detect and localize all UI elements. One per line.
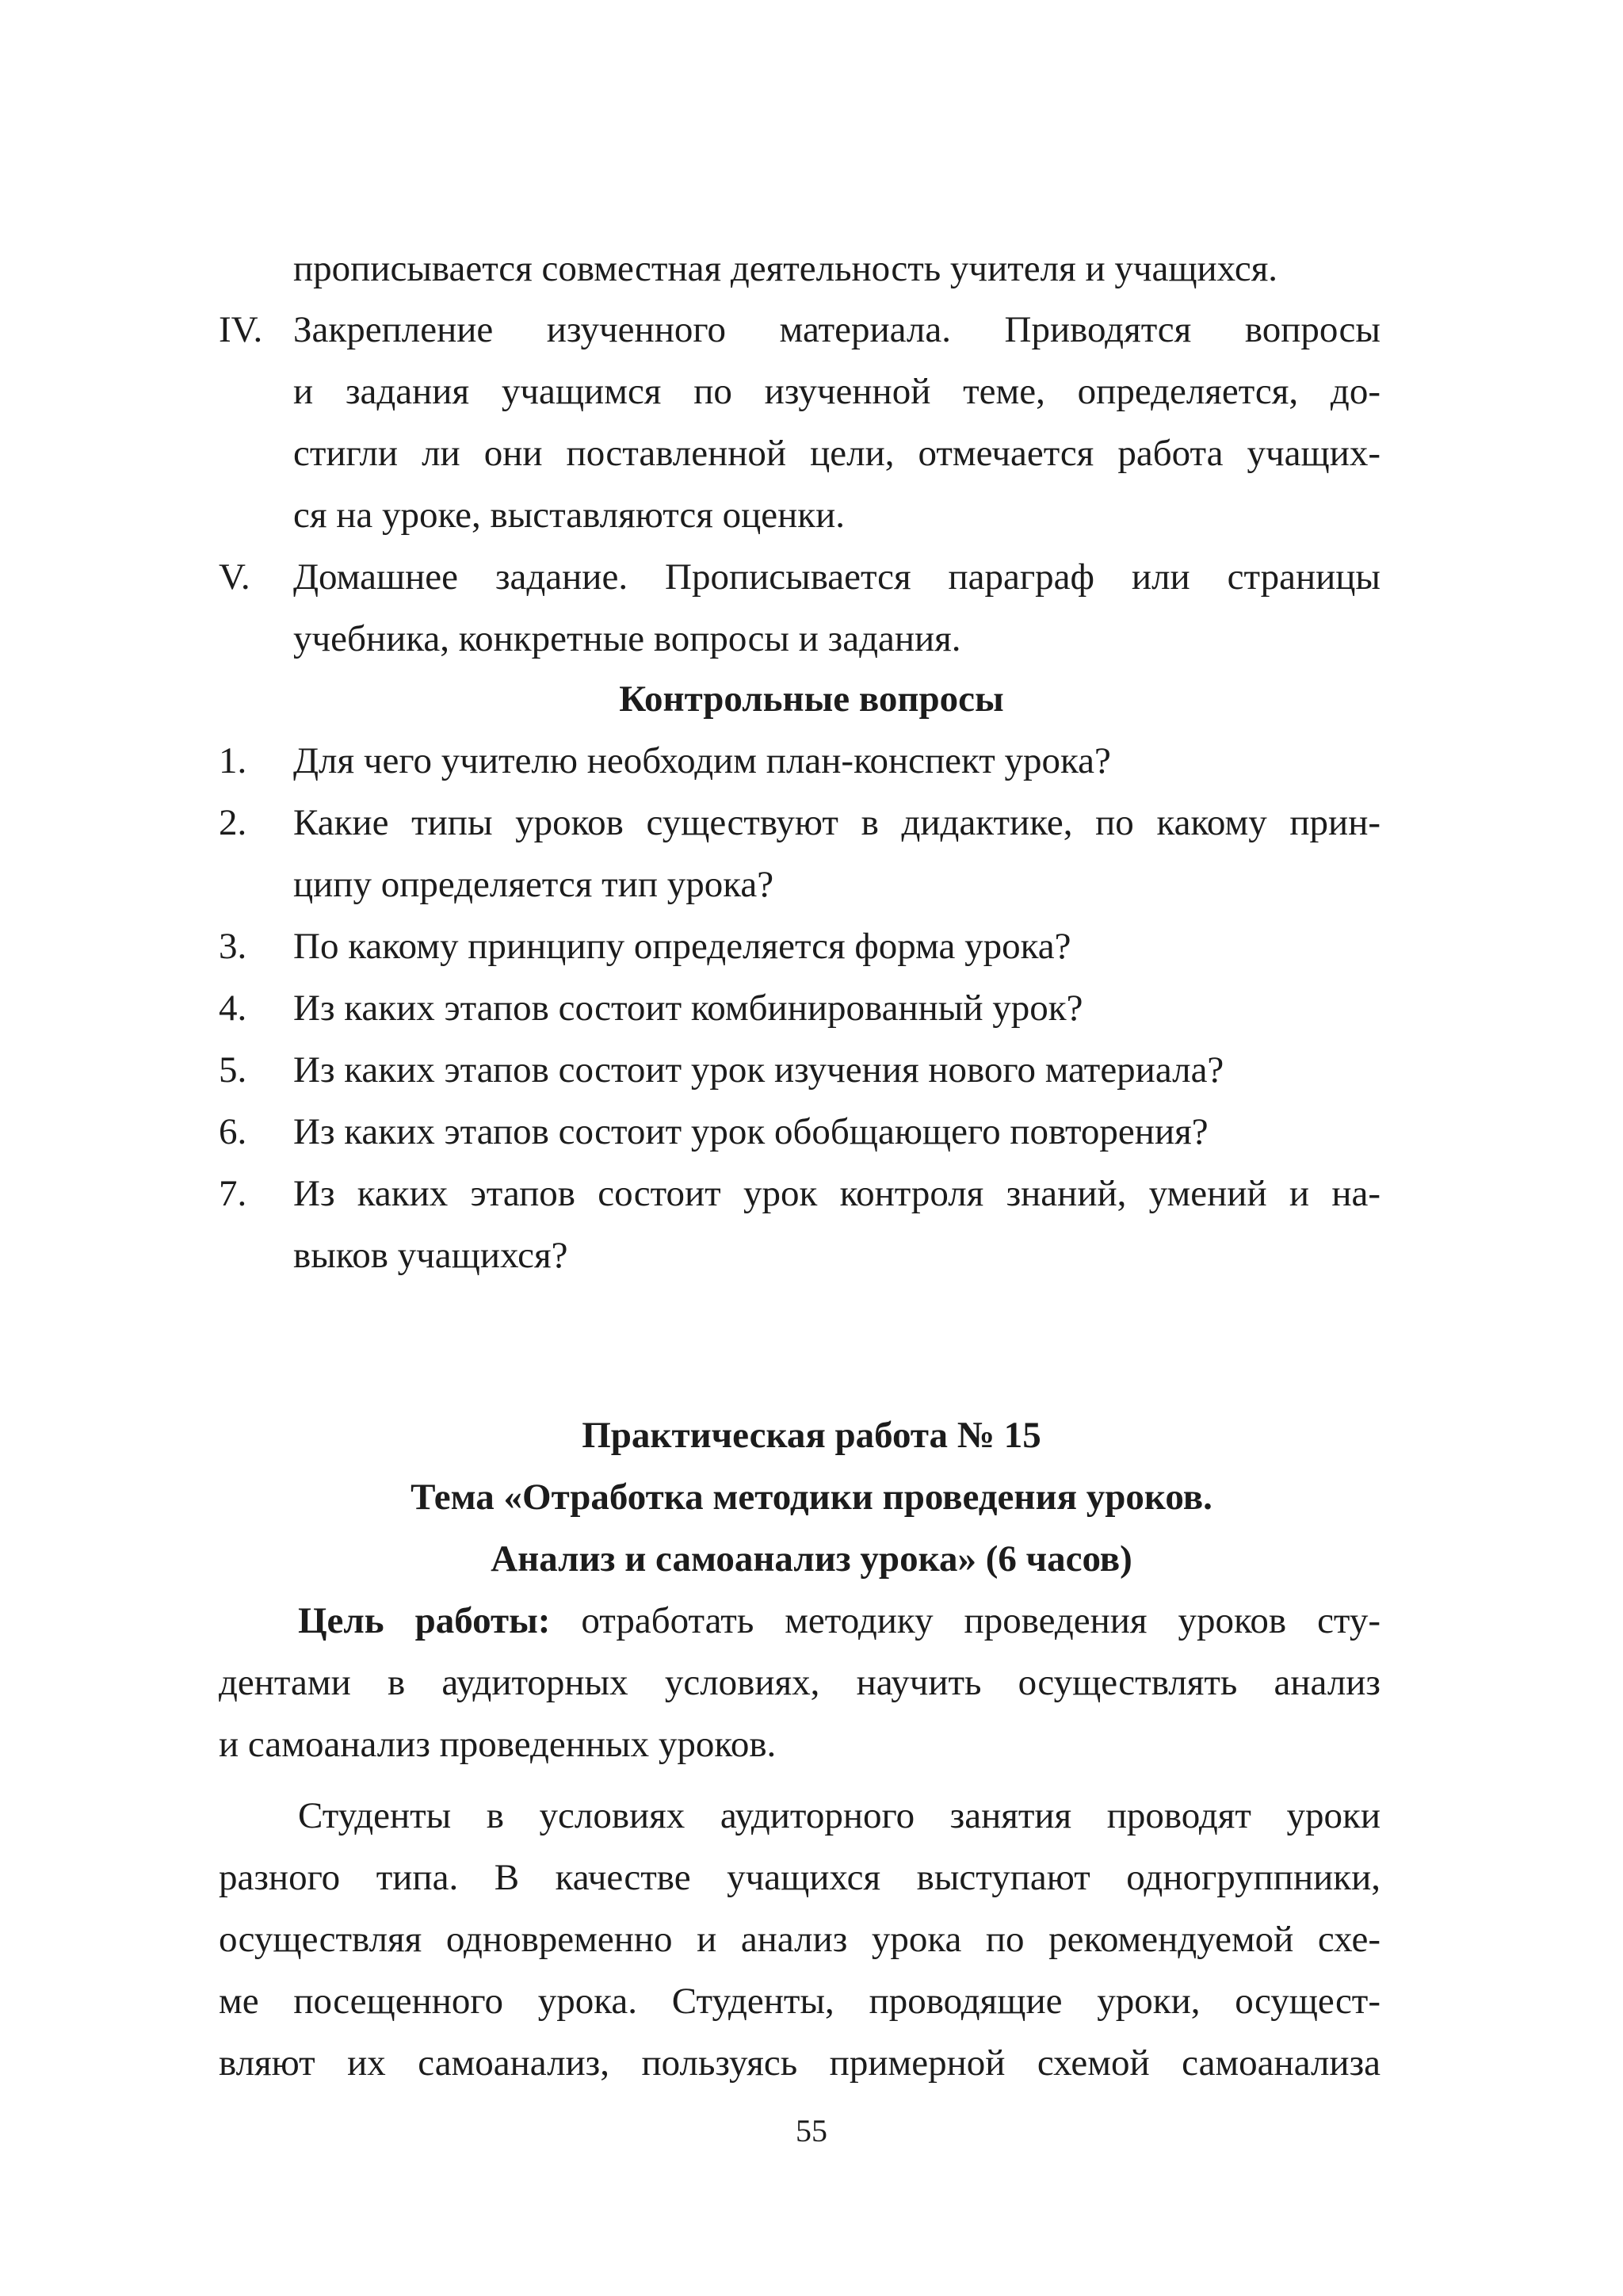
paragraph-line-3: осуществляя одновременно и анализ урока по рекомендуемой схе-	[219, 1919, 1381, 1960]
goal-line-3: и самоанализ проведенных уроков.	[219, 1724, 777, 1765]
paragraph-line-4: ме посещенного урока. Студенты, проводящие уроки, осущест-	[219, 1981, 1381, 2022]
goal-line-1	[298, 1600, 1381, 1641]
question-7-line-2: выков учащихся?	[293, 1235, 568, 1276]
question-7-line-1: Из каких этапов состоит урок контроля знаний, умений и на-	[293, 1173, 1381, 1214]
question-4-marker: 4.	[219, 988, 247, 1029]
practical-work-topic-line-1: Тема «Отработка методики проведения уроков.	[411, 1477, 1212, 1518]
item-iv-line-3: стигли ли они поставленной цели, отмечается работа учащих-	[293, 433, 1381, 474]
question-1-marker: 1.	[219, 740, 247, 781]
question-6-text: Из каких этапов состоит урок обобщающего повторения?	[293, 1111, 1209, 1152]
page-number: 55	[796, 2113, 827, 2149]
practical-work-title: Практическая работа № 15	[582, 1415, 1041, 1456]
question-1-text: Для чего учителю необходим план-конспект урока?	[293, 740, 1111, 781]
goal-text-1: отработать методику проведения уроков сту-	[581, 1600, 1381, 1641]
question-5-text: Из каких этапов состоит урок изучения нового материала?	[293, 1049, 1224, 1091]
goal-label: Цель работы:	[298, 1600, 551, 1641]
continuation-line: прописывается совместная деятельность учителя и учащихся.	[293, 248, 1278, 289]
practical-work-topic-line-2: Анализ и самоанализ урока» (6 часов)	[491, 1538, 1132, 1580]
question-5-marker: 5.	[219, 1049, 247, 1091]
question-7-marker: 7.	[219, 1173, 247, 1214]
item-v-line-1: Домашнее задание. Прописывается параграф или страницы	[293, 556, 1381, 598]
question-3-text: По какому принципу определяется форма урока?	[293, 926, 1071, 967]
item-v-line-2: учебника, конкретные вопросы и задания.	[293, 618, 961, 659]
item-v-marker: V.	[219, 556, 250, 598]
item-iv-line-1: Закрепление изученного материала. Приводятся вопросы	[293, 309, 1381, 350]
question-4-text: Из каких этапов состоит комбинированный урок?	[293, 988, 1083, 1029]
item-iv-line-2: и задания учащимся по изученной теме, определяется, до-	[293, 371, 1381, 412]
paragraph-line-5: вляют их самоанализ, пользуясь примерной схемой самоанализа	[219, 2042, 1381, 2084]
question-6-marker: 6.	[219, 1111, 247, 1152]
item-iv-line-4: ся на уроке, выставляются оценки.	[293, 495, 846, 536]
question-2-marker: 2.	[219, 802, 247, 843]
control-questions-heading: Контрольные вопросы	[619, 678, 1004, 720]
goal-line-2: дентами в аудиторных условиях, научить осуществлять анализ	[219, 1662, 1381, 1703]
paragraph-line-2: разного типа. В качестве учащихся выступают одногруппники,	[219, 1857, 1381, 1898]
question-2-line-2: ципу определяется тип урока?	[293, 864, 774, 905]
paragraph-line-1: Студенты в условиях аудиторного занятия проводят уроки	[298, 1795, 1381, 1836]
question-2-line-1: Какие типы уроков существуют в дидактике, по какому прин-	[293, 802, 1381, 843]
question-3-marker: 3.	[219, 926, 247, 967]
item-iv-marker: IV.	[219, 309, 263, 350]
